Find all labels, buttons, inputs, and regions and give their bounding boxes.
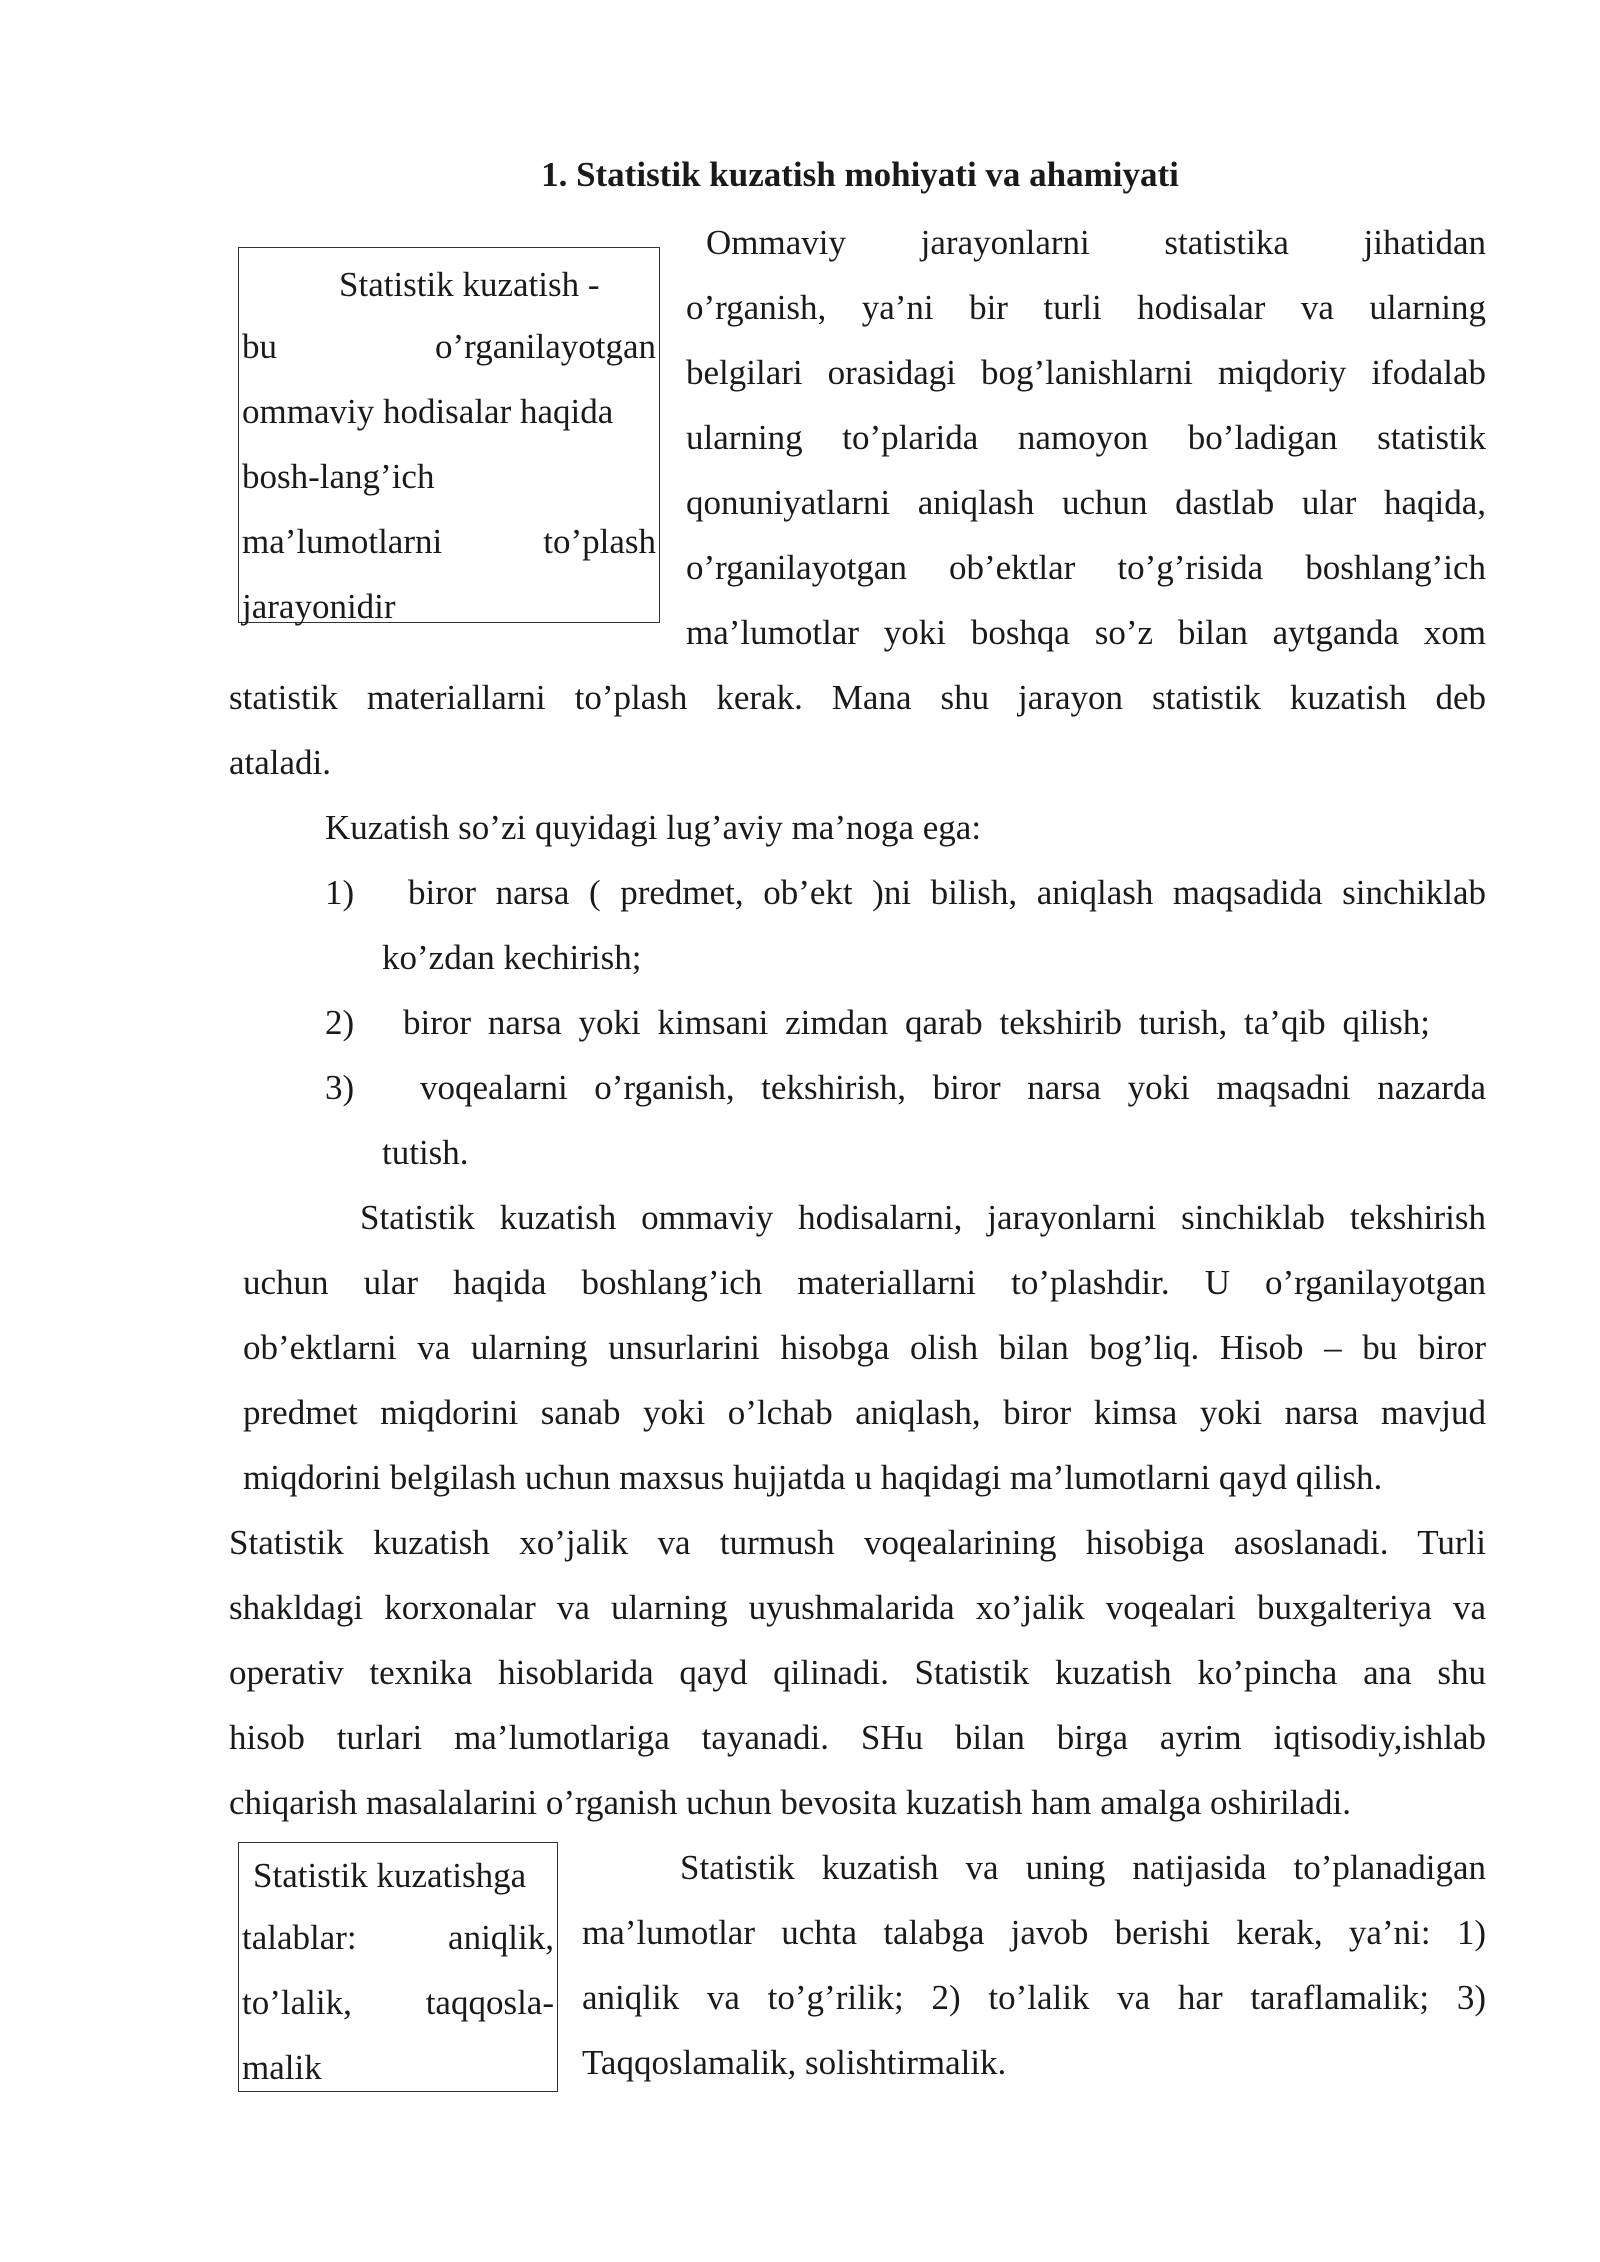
word: o’rganilayotgan bbox=[435, 327, 656, 366]
paragraph-line: ataladi. bbox=[229, 743, 332, 782]
list-item-text: tutish. bbox=[382, 1133, 469, 1172]
paragraph-line: shakldagi korxonalar va ularning uyushmalarida xo’jalik voqealari buxgalteriya va bbox=[229, 1588, 1486, 1627]
box-line: Statistik kuzatishga bbox=[253, 1856, 527, 1895]
paragraph-line: Statistik kuzatish ommaviy hodisalarni, jarayonlarni sinchiklab tekshirish bbox=[360, 1198, 1486, 1237]
paragraph-line: aniqlik va to’g’rilik; 2) to’lalik va har taraflamalik; 3) bbox=[582, 1978, 1486, 2017]
paragraph-line: Taqqoslamalik, solishtirmalik. bbox=[582, 2043, 1007, 2082]
box-line: malik bbox=[242, 2048, 322, 2087]
word: aniqlik, bbox=[448, 1918, 554, 1957]
paragraph-line: Statistik kuzatish xo’jalik va turmush voqealarining hisobiga asoslanadi. Turli bbox=[229, 1523, 1486, 1562]
paragraph-line: Ommaviy jarayonlarni statistika jihatidan bbox=[706, 223, 1486, 262]
paragraph-line: ma’lumotlar uchta talabga javob berishi kerak, ya’ni: 1) bbox=[582, 1913, 1486, 1952]
box-line: ommaviy hodisalar haqida bbox=[242, 392, 614, 431]
paragraph-line: predmet miqdorini sanab yoki o’lchab aniqlash, biror kimsa yoki narsa mavjud bbox=[243, 1393, 1486, 1432]
paragraph-line: chiqarish masalalarini o’rganish uchun bevosita kuzatish ham amalga oshiriladi. bbox=[229, 1783, 1351, 1822]
paragraph-line: o’rganilayotgan ob’ektlar to’g’risida boshlang’ich bbox=[686, 548, 1486, 587]
paragraph-line: miqdorini belgilash uchun maxsus hujjatda u haqidagi ma’lumotlarni qayd qilish. bbox=[243, 1458, 1383, 1497]
paragraph-line: uchun ular haqida boshlang’ich materiallarni to’plashdir. U o’rganilayotgan bbox=[243, 1263, 1486, 1302]
requirements-box bbox=[238, 1842, 558, 2092]
list-number: 3) bbox=[325, 1068, 355, 1107]
paragraph-line: Statistik kuzatish va uning natijasida to’planadigan bbox=[680, 1848, 1486, 1887]
box-line: Statistik kuzatish - bbox=[339, 265, 600, 304]
paragraph-line: belgilari orasidagi bog’lanishlarni miqdoriy ifodalab bbox=[686, 353, 1486, 392]
list-intro: Kuzatish so’zi quyidagi lug’aviy ma’noga ega: bbox=[325, 808, 982, 847]
box-line: bosh-lang’ich bbox=[242, 457, 435, 496]
paragraph-line: ma’lumotlar yoki boshqa so’z bilan aytganda xom bbox=[686, 613, 1486, 652]
box-line: jarayonidir bbox=[242, 587, 396, 626]
list-item-text: biror narsa yoki kimsani zimdan qarab tekshirib turish, ta’qib qilish; bbox=[403, 1003, 1430, 1042]
paragraph-line: ularning to’plarida namoyon bo’ladigan statistik bbox=[686, 418, 1486, 457]
list-number: 1) bbox=[325, 873, 355, 912]
paragraph-line: ob’ektlarni va ularning unsurlarini hisobga olish bilan bog’liq. Hisob – bu biror bbox=[243, 1328, 1486, 1367]
word: to’lalik, bbox=[242, 1983, 352, 2022]
word: ma’lumotlarni bbox=[242, 522, 443, 561]
paragraph-line: o’rganish, ya’ni bir turli hodisalar va ularning bbox=[686, 288, 1486, 327]
list-item-text: ko’zdan kechirish; bbox=[382, 938, 642, 977]
word: bu bbox=[242, 327, 277, 366]
paragraph-line: hisob turlari ma’lumotlariga tayanadi. SHu bilan birga ayrim iqtisodiy,ishlab bbox=[229, 1718, 1486, 1757]
box-line bbox=[242, 509, 656, 574]
paragraph-line: statistik materiallarni to’plash kerak. Mana shu jarayon statistik kuzatish deb bbox=[229, 678, 1486, 717]
box-line bbox=[242, 314, 656, 379]
word: talablar: bbox=[242, 1918, 357, 1957]
word: taqqosla- bbox=[425, 1983, 554, 2022]
box-line bbox=[242, 1905, 554, 1970]
section-heading: 1. Statistik kuzatish mohiyati va ahamiyati bbox=[541, 155, 1179, 194]
paragraph-line: operativ texnika hisoblarida qayd qilinadi. Statistik kuzatish ko’pincha ana shu bbox=[229, 1653, 1486, 1692]
list-item-text: biror narsa ( predmet, ob’ekt )ni bilish, aniqlash maqsadida sinchiklab bbox=[408, 873, 1486, 912]
list-item-text: voqealarni o’rganish, tekshirish, biror narsa yoki maqsadni nazarda bbox=[420, 1068, 1486, 1107]
paragraph-line: qonuniyatlarni aniqlash uchun dastlab ular haqida, bbox=[686, 483, 1486, 522]
box-line bbox=[242, 1970, 554, 2035]
definition-box bbox=[238, 247, 660, 626]
list-number: 2) bbox=[325, 1003, 355, 1042]
word: to’plash bbox=[543, 522, 656, 561]
